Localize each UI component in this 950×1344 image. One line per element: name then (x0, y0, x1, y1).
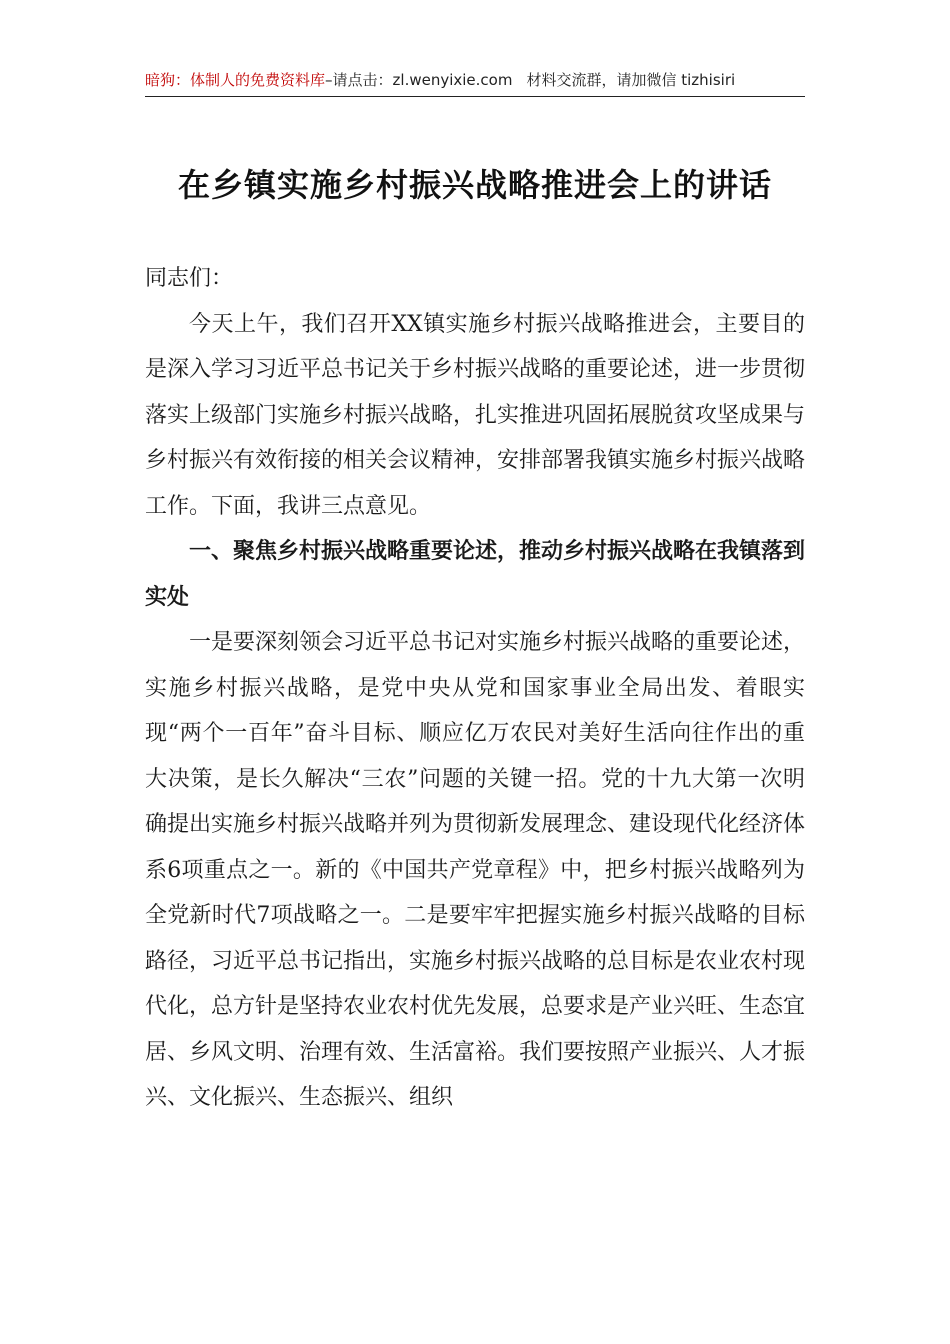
section-heading-1: 一、聚焦乡村振兴战略重要论述，推动乡村振兴战略在我镇落到实处 (145, 539, 806, 610)
intro-paragraph: 今天上午，我们召开XX镇实施乡村振兴战略推进会，主要目的是深入学习习近平总书记关于乡村振兴战略的重要论述，进一步贯彻落实上级部门实施乡村振兴战略，扎实推进巩固拓展脱贫攻坚成果与乡村振兴有效衔接的相关会议精神，安排部署我镇实施乡村振兴战略工作。下面，我讲三点意见。 (145, 311, 806, 519)
header-link[interactable]: zl.wenyixie.com (392, 71, 513, 89)
header-site-name: 暗狗：体制人的免费资料库 (145, 71, 326, 89)
header-wechat-note: 材料交流群，请加微信 tizhisiri (526, 71, 736, 89)
section-paragraph-1: 一是要深刻领会习近平总书记对实施乡村振兴战略的重要论述，实施乡村振兴战略，是党中央从党和国家事业全局出发、着眼实现“两个一百年”奋斗目标、顺应亿万农民对美好生活向往作出的重大决策，是长久解决“三农”问题的关键一招。党的十九大第一次明确提出实施乡村振兴战略并列为贯彻新发展理念、建设现代化经济体系6项重点之一。新的《中国共产党章程》中，把乡村振兴战略列为全党新时代7项战略之一。二是要牢牢把握实施乡村振兴战略的目标路径，习近平总书记指出，实施乡村振兴战略的总目标是农业农村现代化，总方针是坚持农业农村优先发展，总要求是产业兴旺、生态宜居、乡风文明、治理有效、生活富裕。我们要按照产业振兴、人才振兴、文化振兴、生态振兴、组织 (145, 630, 806, 1110)
document-body (145, 256, 805, 1121)
header-click-prompt: –请点击： (325, 71, 393, 89)
salutation: 同志们： (145, 266, 234, 291)
document-title: 在乡镇实施乡村振兴战略推进会上的讲话 (177, 166, 772, 204)
page-header (145, 66, 805, 97)
